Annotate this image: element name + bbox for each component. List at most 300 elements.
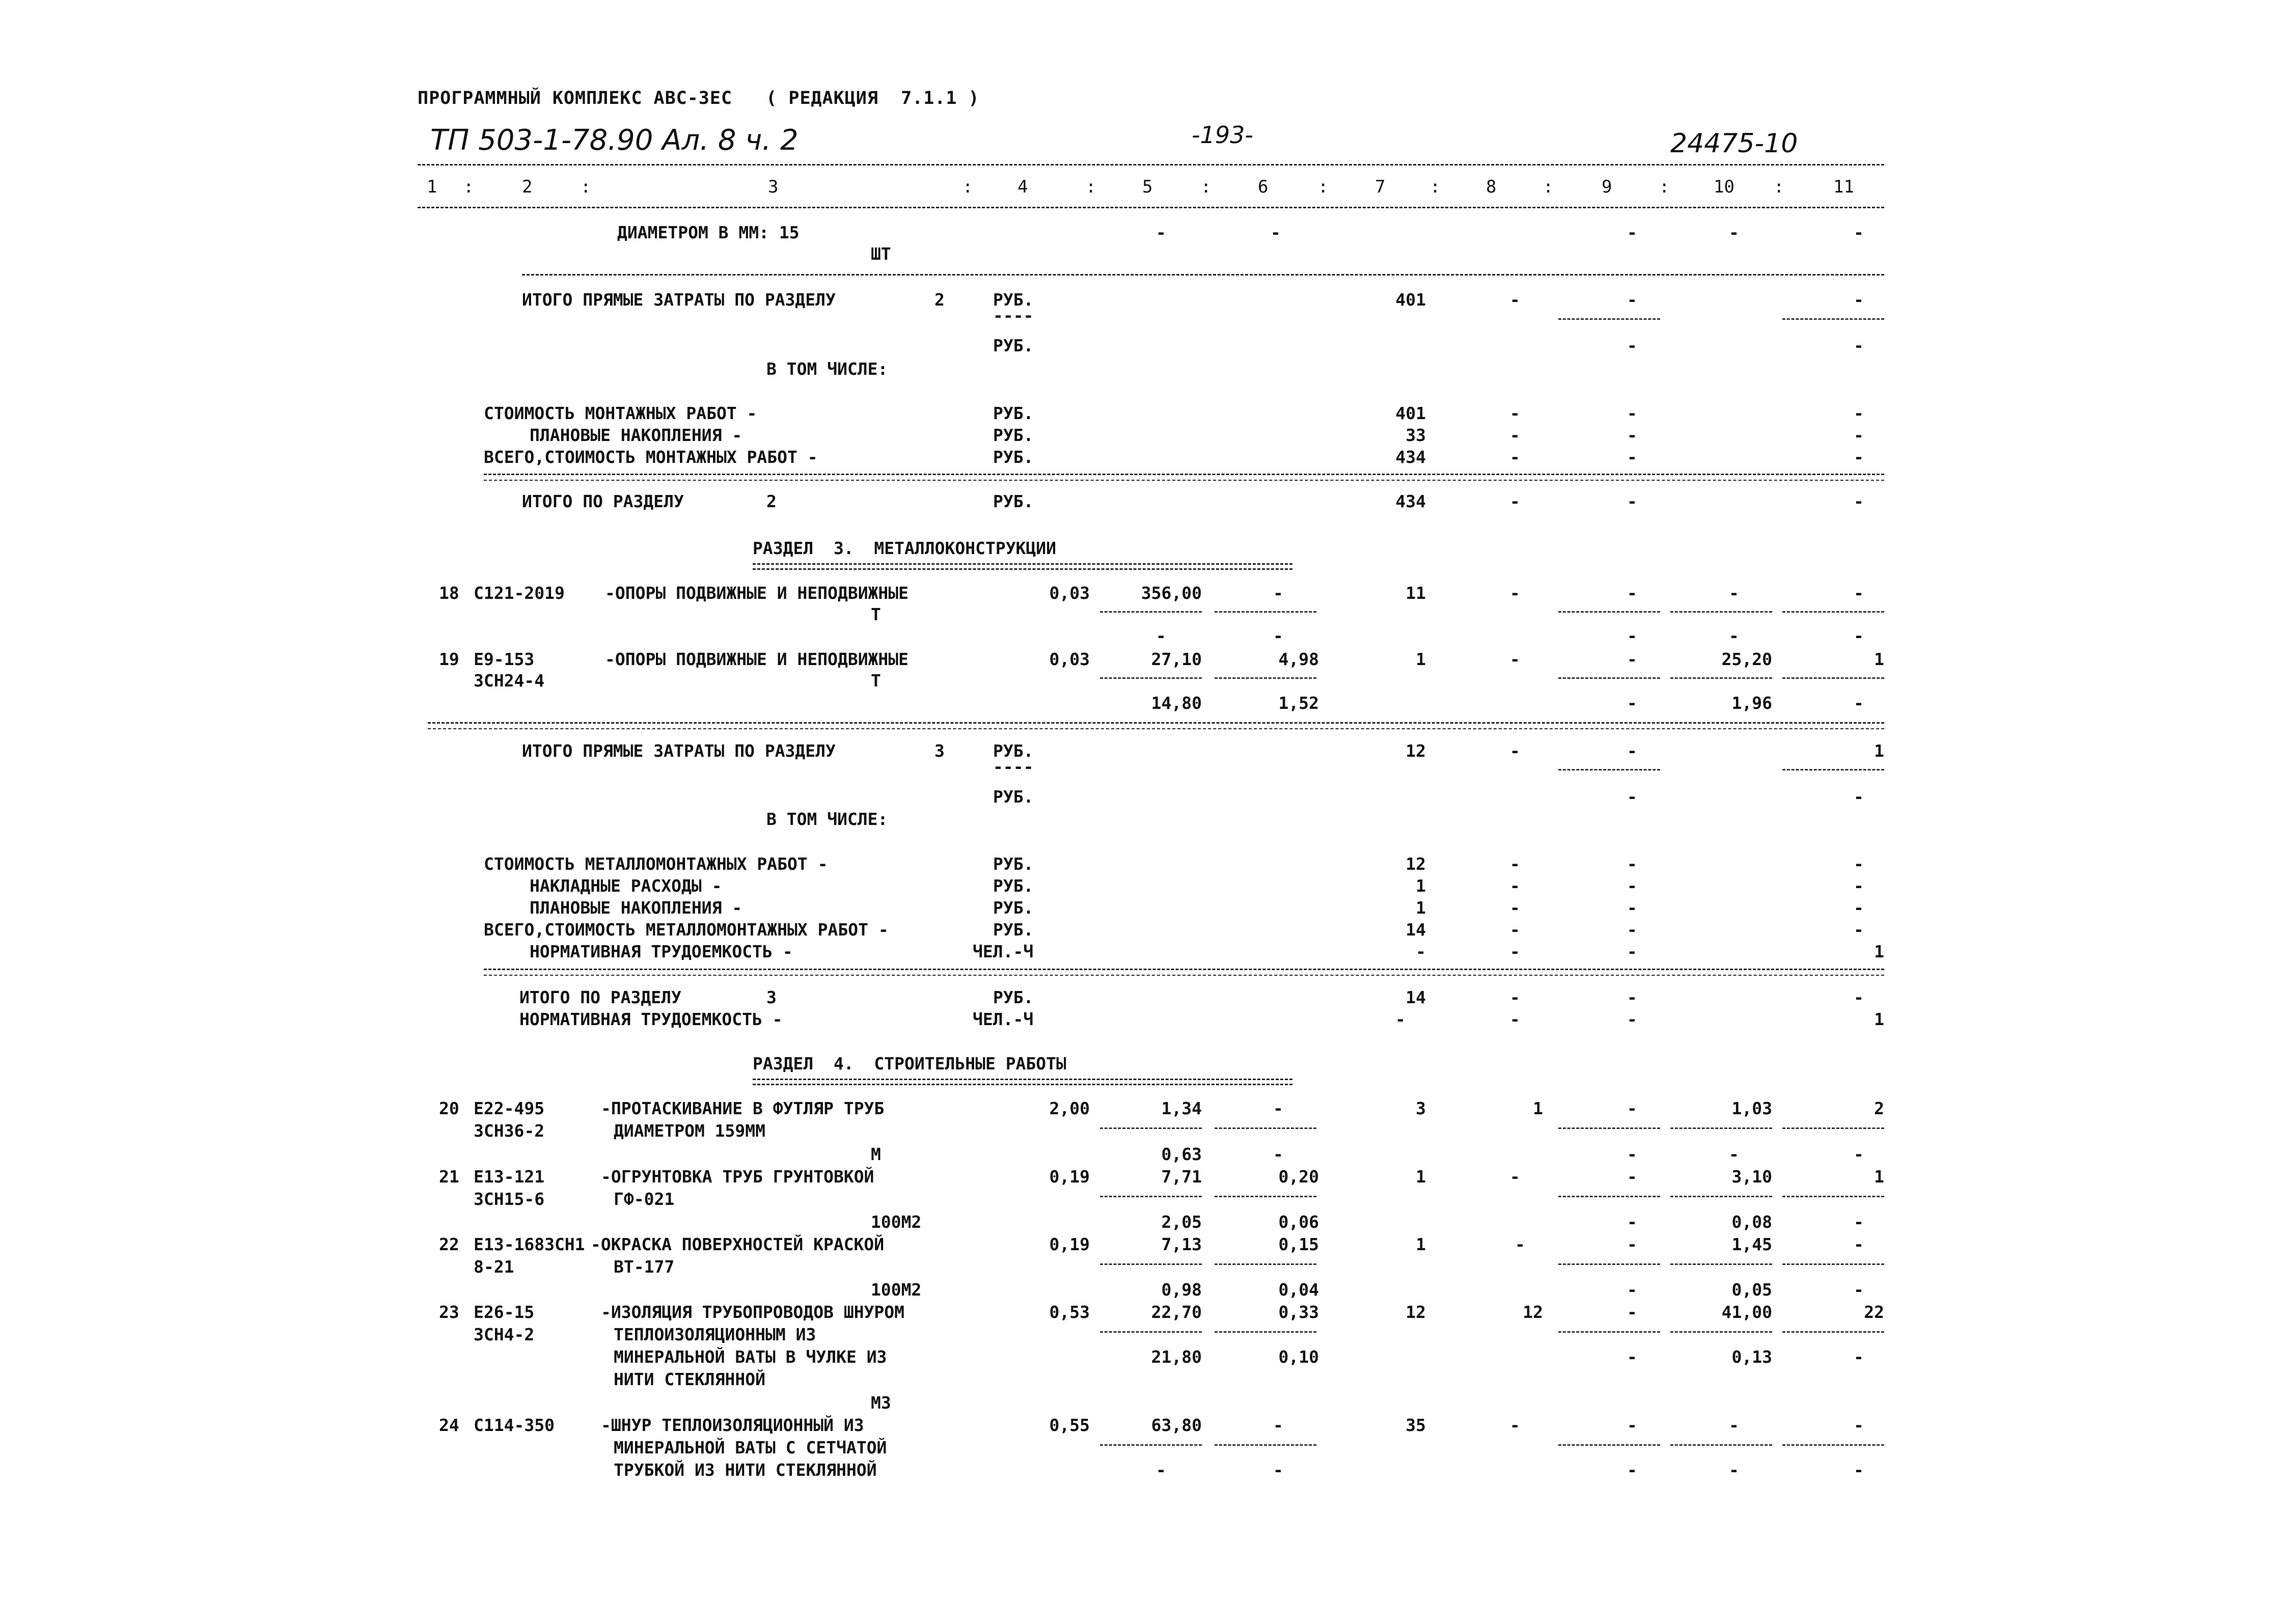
col6-value: 1,52 xyxy=(1278,693,1319,713)
col11-value: 1 xyxy=(1874,1167,1884,1187)
cell-dash: - xyxy=(1271,223,1281,242)
cell-rule xyxy=(1782,677,1884,679)
item-code: Е26-15 xyxy=(474,1302,535,1322)
item-code: Е13-168ЗСН1 xyxy=(474,1234,585,1254)
cell-rule xyxy=(1100,1263,1202,1265)
labor-label: НОРМАТИВНАЯ ТРУДОЕМКОСТЬ - xyxy=(519,1009,783,1029)
cell-rule xyxy=(1670,1127,1772,1129)
document-number: 24475-10 xyxy=(1670,128,1798,159)
col10-value: - xyxy=(1729,1415,1739,1435)
cell-rule xyxy=(1782,769,1884,770)
unit: РУБ. xyxy=(993,920,1034,940)
col9-value: - xyxy=(1627,1280,1637,1300)
col11-value: - xyxy=(1854,854,1864,874)
cell-dash: - xyxy=(1395,1009,1406,1029)
unit-underline: ---- xyxy=(993,306,1034,325)
col7-value: 14 xyxy=(1406,987,1426,1007)
col7-value: 401 xyxy=(1395,290,1426,310)
col5-value: 63,80 xyxy=(1151,1415,1202,1435)
cell-rule xyxy=(1558,611,1660,613)
col10-value: 3,10 xyxy=(1731,1167,1772,1187)
column-header-rule xyxy=(418,207,1884,208)
col-sep: : xyxy=(1201,177,1211,197)
item-code2: 8-21 xyxy=(474,1257,514,1277)
col-header-1: 1 xyxy=(427,177,437,197)
unit: ЧЕЛ.-Ч xyxy=(973,942,1034,961)
col11-value: - xyxy=(1854,1347,1864,1367)
cell-dash: - xyxy=(1854,787,1864,807)
col6-value: - xyxy=(1273,1415,1283,1435)
col8-value: - xyxy=(1515,1234,1525,1254)
item-unit: Т xyxy=(871,604,881,624)
cell-rule xyxy=(1782,1127,1884,1129)
col11-value: - xyxy=(1854,898,1864,918)
col7-value: 401 xyxy=(1395,403,1426,423)
col-sep: : xyxy=(1430,177,1441,197)
unit: РУБ. xyxy=(993,403,1034,423)
col7-value: 1 xyxy=(1416,898,1426,918)
col11-value: - xyxy=(1854,876,1864,896)
cell-rule xyxy=(1558,318,1660,320)
col-header-6: 6 xyxy=(1258,177,1269,197)
col-sep: : xyxy=(1318,177,1329,197)
item-code: Е22-495 xyxy=(474,1098,545,1118)
item-unit: 100М2 xyxy=(871,1212,922,1232)
breakdown-label: СТОИМОСТЬ МЕТАЛЛОМОНТАЖНЫХ РАБОТ - xyxy=(484,854,828,874)
cell-dash: - xyxy=(1627,447,1637,467)
cell-dash: - xyxy=(1854,403,1864,423)
col5-value: 0,63 xyxy=(1161,1144,1202,1164)
cell-rule xyxy=(1782,1196,1884,1197)
section-number: 2 xyxy=(934,290,945,310)
cell-dash: - xyxy=(1510,649,1520,669)
col11-value: - xyxy=(1854,920,1864,940)
col10-value: 0,08 xyxy=(1731,1212,1772,1232)
col9-value: - xyxy=(1627,1144,1637,1164)
col7-value: 1 xyxy=(1416,649,1426,669)
item-quantity: 0,19 xyxy=(1049,1167,1090,1187)
col6-value: 0,10 xyxy=(1278,1347,1319,1367)
cell-dash: - xyxy=(1854,425,1864,445)
cell-dash: - xyxy=(1627,290,1637,310)
unit: РУБ. xyxy=(993,447,1034,467)
col7-value: 12 xyxy=(1406,1302,1426,1322)
col5-value: 14,80 xyxy=(1151,693,1202,713)
col11-value: 1 xyxy=(1874,741,1884,761)
col6-value: - xyxy=(1273,1098,1283,1118)
col7-value: 33 xyxy=(1406,425,1426,445)
cell-dash: - xyxy=(1627,787,1637,807)
item-unit: М3 xyxy=(871,1393,891,1413)
cell-dash: - xyxy=(1510,583,1520,603)
col8-value: 1 xyxy=(1533,1098,1543,1118)
cell-rule xyxy=(1558,1196,1660,1197)
cell-rule xyxy=(1100,1444,1202,1446)
col9-value: - xyxy=(1627,1415,1637,1435)
cell-dash: - xyxy=(1510,854,1520,874)
cell-dash: - xyxy=(1510,876,1520,896)
cell-rule xyxy=(1782,611,1884,613)
item-number: 24 xyxy=(439,1415,459,1435)
col5-value: 7,13 xyxy=(1161,1234,1202,1254)
cell-dash: - xyxy=(1510,987,1520,1007)
col-header-4: 4 xyxy=(1017,177,1028,197)
cell-dash: - xyxy=(1510,920,1520,940)
cell-rule xyxy=(1558,1263,1660,1265)
col-sep: : xyxy=(1659,177,1670,197)
cell-dash: - xyxy=(1627,693,1637,713)
item-number: 20 xyxy=(439,1098,459,1118)
col-header-2: 2 xyxy=(522,177,533,197)
col7-value: 1 xyxy=(1416,1167,1426,1187)
cell-dash: - xyxy=(1510,425,1520,445)
direct-costs-label: ИТОГО ПРЯМЫЕ ЗАТРАТЫ ПО РАЗДЕЛУ xyxy=(522,290,836,310)
cell-dash: - xyxy=(1273,583,1283,603)
cell-dash: - xyxy=(1156,626,1166,646)
col11-value: - xyxy=(1854,1415,1864,1435)
unit: РУБ. xyxy=(993,741,1034,761)
item-code: Е9-153 xyxy=(474,649,535,669)
col8-value: - xyxy=(1510,1415,1520,1435)
cell-rule xyxy=(1670,1196,1772,1197)
col7-value: 12 xyxy=(1406,854,1426,874)
item-quantity: 0,03 xyxy=(1049,583,1090,603)
item-quantity: 0,55 xyxy=(1049,1415,1090,1435)
cell-rule xyxy=(1215,1196,1316,1197)
cell-dash: - xyxy=(1510,1009,1520,1029)
col6-value: 0,15 xyxy=(1278,1234,1319,1254)
cell-dash: - xyxy=(1854,491,1864,511)
item-quantity: 0,03 xyxy=(1049,649,1090,669)
unit: РУБ. xyxy=(993,787,1034,807)
cell-dash: - xyxy=(1854,447,1864,467)
col11-value: 1 xyxy=(1874,942,1884,961)
cell-rule xyxy=(1215,1331,1316,1333)
col7-value: 434 xyxy=(1395,491,1426,511)
col5-value: 22,70 xyxy=(1151,1302,1202,1322)
item-code2: ЗСН15-6 xyxy=(474,1189,545,1209)
section-total-label: ИТОГО ПО РАЗДЕЛУ xyxy=(522,491,684,511)
col5-value: 27,10 xyxy=(1151,649,1202,669)
cell-dash: - xyxy=(1627,491,1637,511)
col10-value: - xyxy=(1729,1144,1739,1164)
col-header-8: 8 xyxy=(1486,177,1497,197)
section-title: РАЗДЕЛ 3. МЕТАЛЛОКОНСТРУКЦИИ xyxy=(753,538,1057,558)
breakdown-label: ВСЕГО,СТОИМОСТЬ МЕТАЛЛОМОНТАЖНЫХ РАБОТ - xyxy=(484,920,889,940)
col-sep: : xyxy=(463,177,474,197)
cell-dash: - xyxy=(1627,898,1637,918)
col9-value: - xyxy=(1627,1460,1637,1480)
col-sep: : xyxy=(1543,177,1554,197)
col11-value: 1 xyxy=(1874,1009,1884,1029)
col9-value: - xyxy=(1627,1234,1637,1254)
rule xyxy=(484,975,1884,976)
cell-rule xyxy=(1215,611,1316,613)
cell-dash: - xyxy=(1627,626,1637,646)
col11-value: - xyxy=(1854,1212,1864,1232)
col7-value: 3 xyxy=(1416,1098,1426,1118)
item-desc: -ПРОТАСКИВАНИЕ В ФУТЛЯР ТРУБ xyxy=(601,1098,885,1118)
cell-rule xyxy=(1215,1127,1316,1129)
unit: РУБ. xyxy=(993,290,1034,310)
col9-value: - xyxy=(1627,1098,1637,1118)
program-header: ПРОГРАММНЫЙ КОМПЛЕКС АВС-ЗЕС ( РЕДАКЦИЯ 7.1.1 ) xyxy=(418,88,980,108)
item-number: 21 xyxy=(439,1167,459,1187)
unit: РУБ. xyxy=(993,854,1034,874)
col10-value: 41,00 xyxy=(1721,1302,1772,1322)
col9-value: - xyxy=(1627,1212,1637,1232)
item-desc: МИНЕРАЛЬНОЙ ВАТЫ В ЧУЛКЕ ИЗ xyxy=(614,1347,887,1367)
cell-rule xyxy=(1670,677,1772,679)
col-header-11: 11 xyxy=(1833,177,1854,197)
cell-dash: - xyxy=(1510,403,1520,423)
cell-rule xyxy=(1782,318,1884,320)
item-desc: -ИЗОЛЯЦИЯ ТРУБОПРОВОДОВ ШНУРОМ xyxy=(601,1302,905,1322)
cell-rule xyxy=(1100,1127,1202,1129)
col11-value: 1 xyxy=(1874,649,1884,669)
breakdown-label: ПЛАНОВЫЕ НАКОПЛЕНИЯ - xyxy=(530,425,742,445)
col7-value: 12 xyxy=(1406,741,1426,761)
cell-rule xyxy=(1100,677,1202,679)
breakdown-label: НАКЛАДНЫЕ РАСХОДЫ - xyxy=(530,876,722,896)
col-header-5: 5 xyxy=(1142,177,1153,197)
unit: ЧЕЛ.-Ч xyxy=(973,1009,1034,1029)
item-number: 18 xyxy=(439,583,459,603)
title-double-rule xyxy=(753,1079,1292,1085)
col-header-3: 3 xyxy=(768,177,779,197)
col5-value: - xyxy=(1156,1460,1166,1480)
col-sep: : xyxy=(1086,177,1096,197)
col7-value: 1 xyxy=(1416,876,1426,896)
item-desc: -ОПОРЫ ПОДВИЖНЫЕ И НЕПОДВИЖНЫЕ xyxy=(605,583,909,603)
col11-value: - xyxy=(1854,1280,1864,1300)
cell-rule xyxy=(1215,1444,1316,1446)
cell-dash: - xyxy=(1854,987,1864,1007)
cell-dash: - xyxy=(1510,491,1520,511)
cell-dash: - xyxy=(1510,942,1520,961)
cell-dash: - xyxy=(1627,649,1637,669)
col9-value: - xyxy=(1627,1347,1637,1367)
item-code: С114-350 xyxy=(474,1415,555,1435)
item-desc: -ОКРАСКА ПОВЕРХНОСТЕЙ КРАСКОЙ xyxy=(591,1234,885,1254)
cell-dash: - xyxy=(1510,290,1520,310)
cell-dash: - xyxy=(1854,290,1864,310)
col7-value: 1 xyxy=(1416,1234,1426,1254)
header-rule xyxy=(418,164,1884,166)
col8-value: 12 xyxy=(1523,1302,1543,1322)
item-desc: -ОГРУНТОВКА ТРУБ ГРУНТОВКОЙ xyxy=(601,1167,874,1187)
cell-dash: - xyxy=(1627,987,1637,1007)
cell-rule xyxy=(1782,1444,1884,1446)
col5-value: 0,98 xyxy=(1161,1280,1202,1300)
cell-dash: - xyxy=(1510,741,1520,761)
col6-value: - xyxy=(1273,1144,1283,1164)
col11-value: 22 xyxy=(1864,1302,1884,1322)
cell-rule xyxy=(1670,1263,1772,1265)
item-desc: -ШНУР ТЕПЛОИЗОЛЯЦИОННЫЙ ИЗ xyxy=(601,1415,864,1435)
title-double-rule xyxy=(753,563,1292,570)
unit-underline: ---- xyxy=(993,757,1034,777)
item-desc: НИТИ СТЕКЛЯННОЙ xyxy=(614,1369,766,1389)
cell-dash: - xyxy=(1729,583,1739,603)
item-quantity: 2,00 xyxy=(1049,1098,1090,1118)
rule xyxy=(522,274,1884,276)
item-code2: ЗСН4-2 xyxy=(474,1325,535,1344)
item-unit: 100М2 xyxy=(871,1280,922,1300)
cell-dash: - xyxy=(1627,1009,1637,1029)
unit: РУБ. xyxy=(993,491,1034,511)
cell-rule xyxy=(1215,677,1316,679)
section-number: 3 xyxy=(766,987,777,1007)
col5-value: 356,00 xyxy=(1141,583,1202,603)
cell-dash: - xyxy=(1627,223,1637,242)
col11-value: - xyxy=(1854,1144,1864,1164)
cell-rule xyxy=(1782,1263,1884,1265)
cell-rule xyxy=(1558,1331,1660,1333)
col6-value: 4,98 xyxy=(1278,649,1319,669)
item-code2: ЗСН36-2 xyxy=(474,1121,545,1141)
col6-value: - xyxy=(1273,1460,1283,1480)
breakdown-label: НОРМАТИВНАЯ ТРУДОЕМКОСТЬ - xyxy=(530,942,793,961)
section-number: 2 xyxy=(766,491,777,511)
rule xyxy=(484,969,1884,970)
unit: РУБ. xyxy=(993,987,1034,1007)
item-number: 19 xyxy=(439,649,459,669)
item-unit: Т xyxy=(871,671,881,691)
item-desc: ДИАМЕТРОМ 159ММ xyxy=(614,1121,766,1141)
cell-dash: - xyxy=(1510,898,1520,918)
cell-dash: - xyxy=(1627,583,1637,603)
cell-dash: - xyxy=(1729,223,1739,242)
col10-value: - xyxy=(1729,1460,1739,1480)
cell-dash: - xyxy=(1627,942,1637,961)
col10-value: 1,03 xyxy=(1731,1098,1772,1118)
item-unit: М xyxy=(871,1144,881,1164)
item-desc: ВТ-177 xyxy=(614,1257,675,1277)
col-header-10: 10 xyxy=(1714,177,1734,197)
cell-dash: - xyxy=(1854,336,1864,355)
col10-value: 25,20 xyxy=(1721,649,1772,669)
col5-value: 7,71 xyxy=(1161,1167,1202,1187)
cell-dash: - xyxy=(1627,425,1637,445)
item-number: 23 xyxy=(439,1302,459,1322)
unit: РУБ. xyxy=(993,336,1034,355)
rule xyxy=(484,474,1884,475)
cell-dash: - xyxy=(1854,626,1864,646)
page-number: -193- xyxy=(1192,121,1253,149)
col-header-9: 9 xyxy=(1602,177,1612,197)
breakdown-label: ПЛАНОВЫЕ НАКОПЛЕНИЯ - xyxy=(530,898,742,918)
item-desc: ТРУБКОЙ ИЗ НИТИ СТЕКЛЯННОЙ xyxy=(614,1460,877,1480)
col10-value: 0,13 xyxy=(1731,1347,1772,1367)
cell-rule xyxy=(1558,1127,1660,1129)
col10-value: 0,05 xyxy=(1731,1280,1772,1300)
breakdown-label: ВСЕГО,СТОИМОСТЬ МОНТАЖНЫХ РАБОТ - xyxy=(484,447,818,467)
item-desc: -ОПОРЫ ПОДВИЖНЫЕ И НЕПОДВИЖНЫЕ xyxy=(605,649,909,669)
including-label: В ТОМ ЧИСЛЕ: xyxy=(766,809,888,829)
cell-rule xyxy=(1558,677,1660,679)
col7-value: 11 xyxy=(1406,583,1426,603)
item-code: Е13-121 xyxy=(474,1167,545,1187)
cell-dash: - xyxy=(1627,854,1637,874)
col6-value: 0,06 xyxy=(1278,1212,1319,1232)
item-code: С121-2019 xyxy=(474,583,565,603)
unit: РУБ. xyxy=(993,876,1034,896)
col11-value: 2 xyxy=(1874,1098,1884,1118)
cell-dash: - xyxy=(1273,626,1283,646)
col-sep: : xyxy=(962,177,973,197)
col11-value: - xyxy=(1854,1234,1864,1254)
cell-dash: - xyxy=(1854,583,1864,603)
col5-value: 21,80 xyxy=(1151,1347,1202,1367)
section-total-label: ИТОГО ПО РАЗДЕЛУ xyxy=(519,987,681,1007)
direct-costs-label: ИТОГО ПРЯМЫЕ ЗАТРАТЫ ПО РАЗДЕЛУ xyxy=(522,741,836,761)
cell-dash: - xyxy=(1627,920,1637,940)
cell-rule xyxy=(1100,611,1202,613)
col7-value: - xyxy=(1416,942,1426,961)
item-desc: МИНЕРАЛЬНОЙ ВАТЫ С СЕТЧАТОЙ xyxy=(614,1438,887,1457)
cell-dash: - xyxy=(1627,741,1637,761)
col7-value: 35 xyxy=(1406,1415,1426,1435)
cell-dash: - xyxy=(1627,403,1637,423)
item-unit: ШТ xyxy=(871,244,891,264)
col5-value: 1,34 xyxy=(1161,1098,1202,1118)
col8-value: - xyxy=(1510,1167,1520,1187)
col6-value: 0,33 xyxy=(1278,1302,1319,1322)
item-desc: ГФ-021 xyxy=(614,1189,675,1209)
item-desc: ТЕПЛОИЗОЛЯЦИОННЫМ ИЗ xyxy=(614,1325,816,1344)
cell-dash: - xyxy=(1510,447,1520,467)
item-code2: ЗСН24-4 xyxy=(474,671,545,691)
section-number: 3 xyxy=(934,741,945,761)
cell-dash: - xyxy=(1854,223,1864,242)
col5-value: 2,05 xyxy=(1161,1212,1202,1232)
col6-value: 0,20 xyxy=(1278,1167,1319,1187)
cell-rule xyxy=(1100,1196,1202,1197)
rule xyxy=(428,728,1884,729)
cell-rule xyxy=(1670,1331,1772,1333)
col6-value: 0,04 xyxy=(1278,1280,1319,1300)
col9-value: - xyxy=(1627,1302,1637,1322)
item-desc: ДИАМЕТРОМ В ММ: 15 xyxy=(617,223,800,242)
col10-value: 1,96 xyxy=(1731,693,1772,713)
cell-rule xyxy=(1100,1331,1202,1333)
cell-dash: - xyxy=(1627,336,1637,355)
col-sep: : xyxy=(581,177,591,197)
item-number: 22 xyxy=(439,1234,459,1254)
cell-rule xyxy=(1215,1263,1316,1265)
col10-value: 1,45 xyxy=(1731,1234,1772,1254)
cell-rule xyxy=(1558,1444,1660,1446)
unit: РУБ. xyxy=(993,898,1034,918)
cell-rule xyxy=(1670,611,1772,613)
cell-dash: - xyxy=(1729,626,1739,646)
col9-value: - xyxy=(1627,1167,1637,1187)
col7-value: 14 xyxy=(1406,920,1426,940)
unit: РУБ. xyxy=(993,425,1034,445)
including-label: В ТОМ ЧИСЛЕ: xyxy=(766,359,888,379)
cell-dash: - xyxy=(1854,693,1864,713)
section-title: РАЗДЕЛ 4. СТРОИТЕЛЬНЫЕ РАБОТЫ xyxy=(753,1054,1066,1074)
cell-dash: - xyxy=(1156,223,1166,242)
item-quantity: 0,19 xyxy=(1049,1234,1090,1254)
document-code: ТП 503-1-78.90 Ал. 8 ч. 2 xyxy=(430,124,798,157)
breakdown-label: СТОИМОСТЬ МОНТАЖНЫХ РАБОТ - xyxy=(484,403,757,423)
cell-rule xyxy=(1670,1444,1772,1446)
cell-dash: - xyxy=(1627,876,1637,896)
item-quantity: 0,53 xyxy=(1049,1302,1090,1322)
col7-value: 434 xyxy=(1395,447,1426,467)
